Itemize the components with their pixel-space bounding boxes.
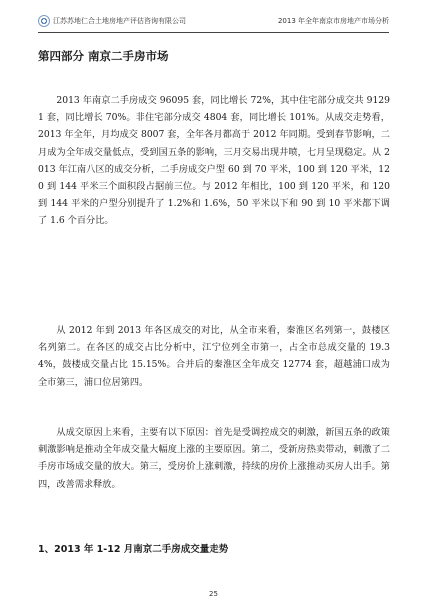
paragraph-district-comparison: 从 2012 年到 2013 年各区成交的对比，从全市来看，秦淮区名列第一，鼓楼区名列第二。在各区的成交占比分析中，江宁位列全市第一，占全市总成交量的 19.34%，鼓楼成交量占比 15.15%。合并后的秦淮区全年成交 12774 套，超越浦口成为全市第三，浦口位居第四。	[38, 325, 390, 388]
page-header	[38, 10, 389, 33]
company-name: 江苏苏地仁合土地房地产评估咨询有限公司	[53, 17, 186, 25]
report-title: 2013 年全年南京市房地产市场分析	[277, 17, 389, 25]
page-number: 25	[209, 590, 218, 598]
section-heading: 第四部分 南京二手房市场	[38, 49, 169, 63]
paragraph-transaction-overview: 2013 年南京二手房成交 96095 套，同比增长 72%，其中住宅部分成交共 91291 套，同比增长 70%。非住宅部分成交 4804 套，同比增长 101%。从成交走势看，2013 年全年，月均成交 8007 套，全年各月都高于 2012 年同期。受到春节影响，二月成为全年成交量低点，受到国五条的影响，三月交易出现井喷，七月呈现稳定。从 2013 年江南八区的成交分析，二手房成交户型 60 到 70 平米，100 到 120 平米，120 到 144 平米三个面积段占据前三位。与 2012 年相比，100 到 120 平米，和 120 到 144 平米的户型分别提升了 1.2%和 1.6%，50 平米以下和 90 到 10 平米都下调了 1.6 个百分比。	[38, 95, 390, 227]
subsection-heading: 1、2013 年 1-12 月南京二手房成交量走势	[38, 544, 229, 555]
company-logo-icon	[38, 15, 50, 27]
paragraph-transaction-reasons: 从成交原因上来看，主要有以下原因：首先是受调控成交的刺激，新国五条的政策刺激影响是推动全年成交量大幅度上涨的主要原因。第二，受新房热卖带动，刺激了二手房市场成交量的放大。第三，受房价上涨刺激，持续的房价上涨推动买房人出手。第四，改善需求释放。	[38, 427, 390, 490]
